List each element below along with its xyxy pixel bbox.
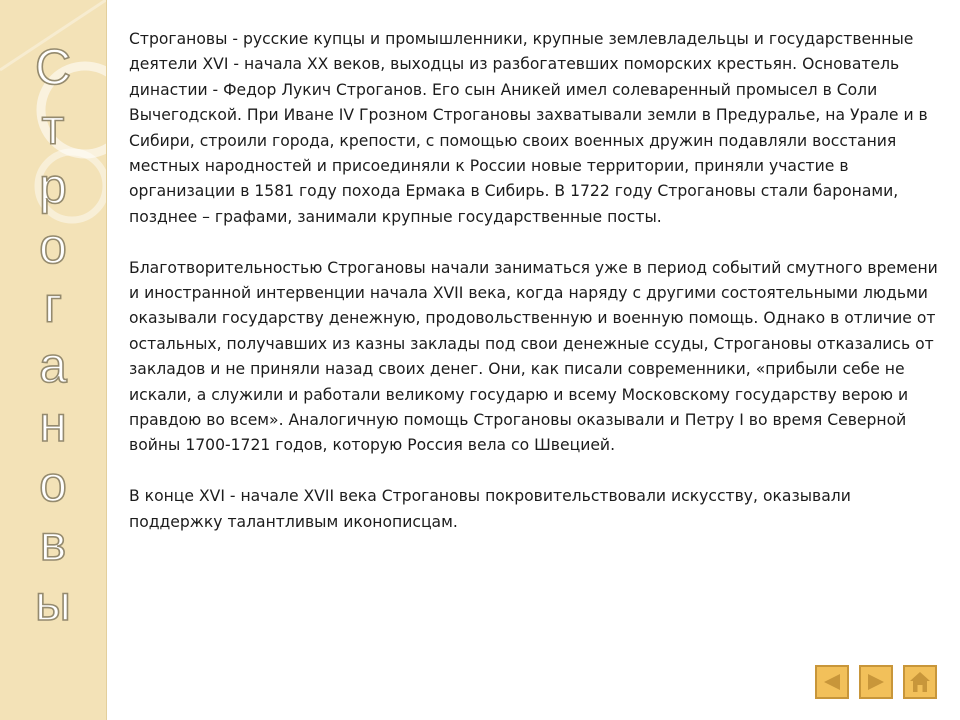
paragraph-charity: Благотворительностью Строгановы начали заниматься уже в период событий смутного времени и иностранной интервенции начала XVII века, когда наряду с другими состоятельными людьми оказывали государству денежную, продовольственную и военную помощь. Однако в отличие от остальных, получавших из казны заклады под свои денежные ссуды, Строгановы отказались от закладов и не приняли назад своих денег. Они, как писали современники, «прибыли себе не искали, а служили и работали великому государю и всему Московскому государству верою и правдою во всем». Аналогичную помощь Строгановы оказывали и Петру I во время Северной войны 1700-1721 годов, которую Россия вела со Швецией.: [129, 258, 938, 455]
slide-body-text: [129, 27, 944, 560]
arrow-right-icon: [859, 665, 893, 699]
title-letter: т: [41, 98, 65, 155]
title-letter: о: [39, 455, 67, 512]
title-letter: н: [39, 396, 67, 452]
title-letter: г: [43, 277, 63, 333]
title-letter: ы: [35, 574, 71, 631]
sidebar-panel: [0, 0, 107, 720]
title-letter: С: [34, 39, 72, 95]
title-letter: р: [39, 158, 67, 214]
home-button[interactable]: [903, 665, 937, 699]
home-icon: [903, 665, 937, 699]
next-slide-button[interactable]: [859, 665, 893, 699]
arrow-left-icon: [815, 665, 849, 699]
vertical-title: [0, 38, 106, 633]
title-letter: в: [39, 515, 67, 571]
title-letter: о: [39, 217, 67, 274]
paragraph-intro: Строгановы - русские купцы и промышленники, крупные землевладельцы и государственные деятели XVI - начала XX веков, выходцы из разбогатевших поморских крестьян. Основатель династии - Федор Лукич Строганов. Его сын Аникей имел солеваренный промысел в Соли Вычегодской. При Иване IV Грозном Строгановы захватывали земли в Предуралье, на Урале и в Сибири, строили города, крепости, с помощью своих военных дружин подавляли восстания местных народностей и присоединяли к России новые территории, приняли участие в организации в 1581 году похода Ермака в Сибирь. В 1722 году Строгановы стали баронами, позднее – графами, занимали крупные государственные посты.: [129, 30, 928, 226]
paragraph-art: В конце XVI - начале XVII века Строгановы покровительствовали искусству, оказывали поддержку талантливым иконописцам.: [129, 487, 851, 531]
prev-slide-button[interactable]: [815, 665, 849, 699]
title-letter: а: [39, 336, 67, 393]
